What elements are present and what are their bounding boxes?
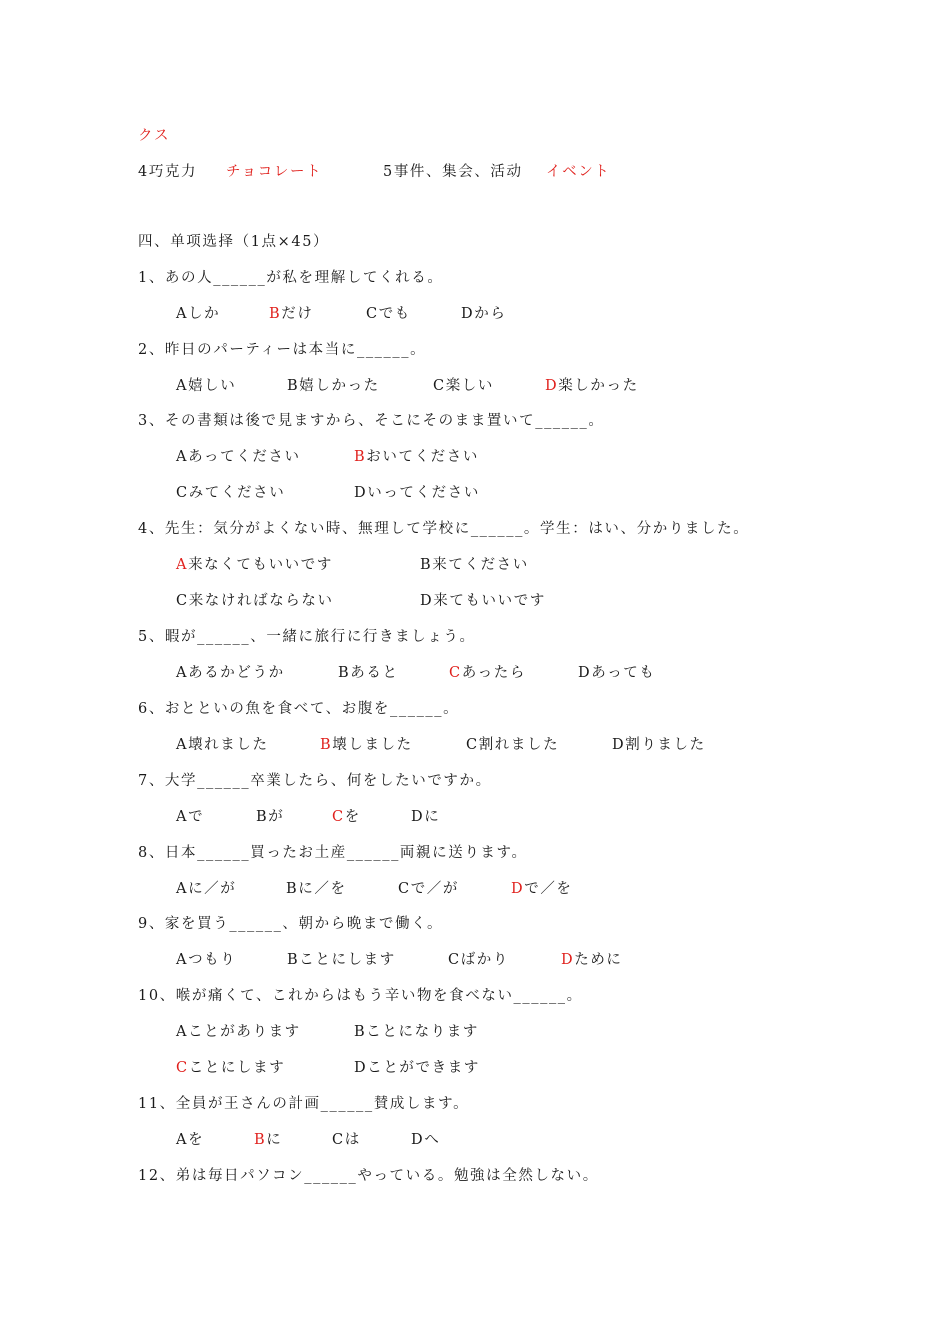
option-letter: C bbox=[433, 378, 446, 394]
option-letter: B bbox=[269, 306, 282, 322]
option-text: あるかどうか bbox=[188, 665, 285, 681]
option-letter: A bbox=[176, 557, 189, 573]
option-letter: D bbox=[545, 378, 559, 394]
option-text: つもり bbox=[188, 952, 237, 968]
question-5-option-d bbox=[578, 664, 656, 682]
option-text: ことにします bbox=[299, 952, 396, 968]
option-letter: B bbox=[287, 378, 300, 394]
option-letter: B bbox=[256, 809, 269, 825]
question-2-option-b bbox=[287, 377, 380, 395]
option-letter: C bbox=[398, 881, 411, 897]
option-text: 楽しい bbox=[445, 378, 495, 394]
question-7-option-d bbox=[411, 808, 440, 826]
option-letter: C bbox=[332, 1132, 345, 1148]
option-letter: D bbox=[612, 737, 626, 753]
question-7-option-a bbox=[176, 808, 204, 826]
option-letter: A bbox=[176, 449, 189, 465]
option-letter: A bbox=[176, 1132, 189, 1148]
question-3-option-a bbox=[176, 448, 301, 466]
question-12-text: 12、弟は毎日パソコン______やっている。勉強は全然しない。 bbox=[138, 1168, 599, 1184]
option-text: で／が bbox=[410, 881, 460, 897]
option-text: 割れました bbox=[478, 737, 560, 753]
option-letter: D bbox=[411, 809, 425, 825]
question-9-option-a bbox=[176, 951, 236, 969]
question-8-text: 8、日本______買ったお土産______両親に送ります。 bbox=[138, 845, 528, 861]
option-text: あっても bbox=[591, 665, 656, 681]
option-letter: A bbox=[176, 306, 189, 322]
question-1-text: 1、あの人______が私を理解してくれる。 bbox=[138, 270, 444, 286]
option-letter: D bbox=[411, 1132, 425, 1148]
option-text: みてください bbox=[188, 485, 286, 501]
option-text: おいてください bbox=[366, 449, 479, 465]
option-letter: C bbox=[332, 809, 345, 825]
option-text: で bbox=[188, 809, 205, 825]
question-8-option-c bbox=[398, 880, 459, 898]
option-text: に bbox=[424, 809, 441, 825]
option-letter: D bbox=[461, 306, 475, 322]
question-7-option-c bbox=[332, 808, 361, 826]
option-letter: A bbox=[176, 881, 189, 897]
question-3-option-b bbox=[354, 448, 479, 466]
question-8-option-d bbox=[511, 880, 573, 898]
option-text: は bbox=[344, 1132, 361, 1148]
option-text: を bbox=[188, 1132, 205, 1148]
vocab-item-5-label: 5事件、集会、活动 bbox=[383, 164, 523, 180]
option-text: で／を bbox=[524, 881, 573, 897]
question-5-text: 5、暇が______、一緒に旅行に行きましょう。 bbox=[138, 629, 476, 645]
option-letter: B bbox=[420, 557, 433, 573]
vocab-item-4-label: 4巧克力 bbox=[138, 164, 198, 180]
question-8-option-b bbox=[286, 880, 347, 898]
option-text: あってください bbox=[188, 449, 301, 465]
option-letter: C bbox=[176, 485, 189, 501]
option-text: 壊しました bbox=[332, 737, 413, 753]
question-10-text: 10、喉が痛くて、これからはもう辛い物を食べない______。 bbox=[138, 988, 583, 1004]
option-letter: C bbox=[176, 593, 189, 609]
option-letter: B bbox=[354, 449, 367, 465]
question-1-option-a bbox=[176, 305, 220, 323]
vocab-answer-prev: クス bbox=[138, 128, 171, 144]
option-text: いってください bbox=[367, 485, 480, 501]
option-text: だけ bbox=[281, 306, 314, 322]
option-letter: A bbox=[176, 378, 189, 394]
question-4-option-c bbox=[176, 592, 334, 610]
option-text: ことができます bbox=[367, 1060, 480, 1076]
question-2-option-c bbox=[433, 377, 494, 395]
option-letter: A bbox=[176, 952, 189, 968]
option-letter: D bbox=[354, 1060, 368, 1076]
option-text: 割りました bbox=[625, 737, 706, 753]
question-1-option-d bbox=[461, 305, 506, 323]
option-text: あったら bbox=[461, 665, 526, 681]
question-4-option-d bbox=[420, 592, 546, 610]
section-title: 四、单项选择（1点×45） bbox=[138, 234, 330, 250]
question-9-option-d bbox=[561, 951, 623, 969]
option-letter: D bbox=[354, 485, 368, 501]
question-3-text: 3、その書類は後で見ますから、そこにそのまま置いて______。 bbox=[138, 413, 605, 429]
option-text: ことになります bbox=[366, 1024, 479, 1040]
option-letter: B bbox=[286, 881, 299, 897]
option-text: でも bbox=[378, 306, 411, 322]
question-4-option-b bbox=[420, 556, 529, 574]
option-letter: A bbox=[176, 1024, 189, 1040]
question-11-text: 11、全員が王さんの計画______賛成します。 bbox=[138, 1096, 470, 1112]
option-letter: C bbox=[466, 737, 479, 753]
question-6-text: 6、おとといの魚を食べて、お腹を______。 bbox=[138, 701, 460, 717]
question-10-option-d bbox=[354, 1059, 480, 1077]
option-letter: A bbox=[176, 665, 189, 681]
option-letter: A bbox=[176, 809, 189, 825]
question-5-option-c bbox=[449, 664, 526, 682]
question-6-option-a bbox=[176, 736, 269, 754]
option-letter: B bbox=[338, 665, 351, 681]
question-8-option-a bbox=[176, 880, 236, 898]
option-letter: D bbox=[420, 593, 434, 609]
question-6-option-b bbox=[320, 736, 413, 754]
question-5-option-b bbox=[338, 664, 399, 682]
option-text: 来てください bbox=[432, 557, 529, 573]
question-1-option-c bbox=[366, 305, 411, 323]
question-5-option-a bbox=[176, 664, 285, 682]
option-text: 楽しかった bbox=[558, 378, 639, 394]
question-2-option-d bbox=[545, 377, 639, 395]
question-9-option-b bbox=[287, 951, 396, 969]
option-text: へ bbox=[424, 1132, 441, 1148]
option-letter: B bbox=[320, 737, 333, 753]
option-letter: B bbox=[354, 1024, 367, 1040]
option-letter: D bbox=[561, 952, 575, 968]
option-text: 来なくてもいいです bbox=[188, 557, 333, 573]
option-text: に／を bbox=[298, 881, 347, 897]
question-10-option-b bbox=[354, 1023, 479, 1041]
question-11-option-d bbox=[411, 1131, 440, 1149]
option-text: 来なければならない bbox=[188, 593, 334, 609]
option-text: 壊れました bbox=[188, 737, 269, 753]
option-letter: C bbox=[449, 665, 462, 681]
question-6-option-c bbox=[466, 736, 559, 754]
option-text: を bbox=[344, 809, 361, 825]
option-letter: C bbox=[448, 952, 461, 968]
option-text: あると bbox=[350, 665, 399, 681]
question-2-option-a bbox=[176, 377, 236, 395]
option-text: ために bbox=[574, 952, 623, 968]
question-9-option-c bbox=[448, 951, 509, 969]
vocab-item-4-answer: チョコレート bbox=[226, 164, 323, 180]
question-7-text: 7、大学______卒業したら、何をしたいですか。 bbox=[138, 773, 492, 789]
option-letter: C bbox=[366, 306, 379, 322]
option-text: に bbox=[266, 1132, 283, 1148]
question-10-option-a bbox=[176, 1023, 301, 1041]
question-11-option-b bbox=[254, 1131, 282, 1149]
option-letter: D bbox=[578, 665, 592, 681]
question-11-option-a bbox=[176, 1131, 204, 1149]
option-text: が bbox=[268, 809, 285, 825]
option-text: ことがあります bbox=[188, 1024, 301, 1040]
option-text: 嬉しい bbox=[188, 378, 237, 394]
question-7-option-b bbox=[256, 808, 284, 826]
option-text: に／が bbox=[188, 881, 237, 897]
question-4-text: 4、先生：気分がよくない時、無理して学校に______。学生：はい、分かりました。 bbox=[138, 521, 750, 537]
option-letter: C bbox=[176, 1060, 189, 1076]
question-3-option-d bbox=[354, 484, 480, 502]
option-letter: D bbox=[511, 881, 525, 897]
vocab-item-5-answer: イベント bbox=[546, 164, 611, 180]
question-1-option-b bbox=[269, 305, 313, 323]
option-text: 嬉しかった bbox=[299, 378, 380, 394]
question-9-text: 9、家を買う______、朝から晩まで働く。 bbox=[138, 916, 444, 932]
question-2-text: 2、昨日のパーティーは本当に______。 bbox=[138, 342, 427, 358]
question-6-option-d bbox=[612, 736, 706, 754]
option-text: ことにします bbox=[188, 1060, 286, 1076]
question-11-option-c bbox=[332, 1131, 361, 1149]
option-text: 来てもいいです bbox=[433, 593, 546, 609]
option-letter: B bbox=[254, 1132, 267, 1148]
option-letter: A bbox=[176, 737, 189, 753]
question-10-option-c bbox=[176, 1059, 285, 1077]
option-text: から bbox=[474, 306, 507, 322]
option-letter: B bbox=[287, 952, 300, 968]
question-3-option-c bbox=[176, 484, 285, 502]
option-text: しか bbox=[188, 306, 221, 322]
option-text: ばかり bbox=[460, 952, 510, 968]
question-4-option-a bbox=[176, 556, 333, 574]
